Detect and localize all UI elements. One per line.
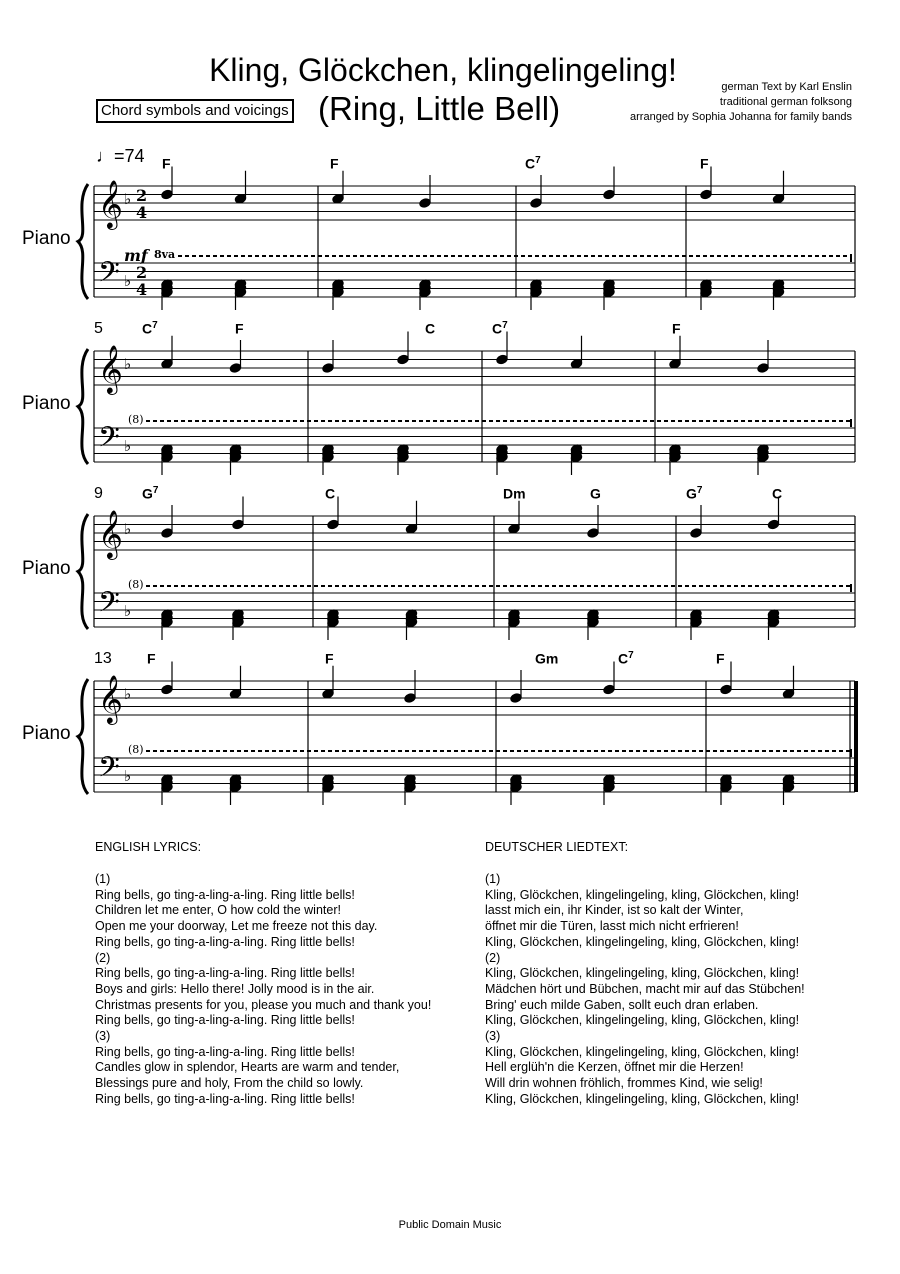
staff-system-drawing: [0, 150, 900, 310]
lyric-line: Ring bells, go ting-a-ling-a-ling. Ring little bells!: [95, 934, 355, 949]
chord-extension: 7: [696, 485, 703, 496]
melody-note: [603, 684, 615, 695]
staff-system: [0, 645, 900, 805]
chord-symbol: [590, 485, 601, 502]
lyric-line: Kling, Glöckchen, klingelingeling, kling, Glöckchen, kling!: [485, 887, 800, 902]
brace: [78, 184, 88, 299]
chord-root: F: [325, 650, 334, 667]
chord-root: F: [672, 320, 681, 337]
chord-root: F: [147, 650, 156, 667]
lyric-line: Kling, Glöckchen, klingelingeling, kling, Glöckchen, kling!: [485, 966, 800, 981]
lyric-line: (3): [485, 1029, 501, 1044]
chord-symbol: [235, 320, 244, 337]
lyric-line: Blessings pure and holy, From the child so lowly.: [95, 1076, 364, 1091]
treble-clef: 𝄞: [98, 674, 123, 723]
lyric-line: Kling, Glöckchen, klingelingeling, kling, Glöckchen, kling!: [485, 934, 800, 949]
treble-clef: 𝄞: [98, 344, 123, 393]
lyric-line: (1): [95, 872, 111, 886]
melody-note: [508, 523, 520, 534]
chord-root: C: [425, 320, 436, 337]
brace: [78, 349, 88, 464]
melody-note: [530, 198, 542, 209]
chord-root: G: [686, 485, 697, 502]
chord-symbol: [142, 485, 158, 502]
chord-root: Gm: [535, 650, 559, 667]
lyric-line: Ring bells, go ting-a-ling-a-ling. Ring little bells!: [95, 887, 355, 902]
instrument-label: Piano: [22, 228, 71, 249]
chord-extension: 7: [152, 485, 159, 496]
chord-root: F: [162, 155, 171, 172]
chord-symbol: [425, 320, 435, 337]
lyric-line: Kling, Glöckchen, klingelingeling, kling, Glöckchen, kling!: [485, 1044, 800, 1059]
tempo-marking: ♩=74: [96, 146, 145, 166]
chord-root: C: [525, 155, 536, 172]
chord-symbol: [147, 650, 156, 667]
staff-system-drawing: [0, 480, 900, 640]
staff-system-drawing: [0, 645, 900, 805]
melody-note: [587, 528, 599, 539]
lyric-line: Ring bells, go ting-a-ling-a-ling. Ring little bells!: [95, 1091, 355, 1106]
ottava-continuation: (8): [128, 743, 144, 756]
ottava-continuation: (8): [128, 578, 144, 591]
melody-note: [234, 193, 246, 204]
lyric-line: Open me your doorway, Let me freeze not this day.: [95, 919, 378, 934]
lyric-line: Candles glow in splendor, Hearts are warm and tender,: [95, 1060, 400, 1075]
chord-root: C: [772, 485, 783, 502]
chord-symbol: [162, 155, 171, 172]
key-signature-flat: ♭: [124, 437, 132, 455]
chord-root: F: [716, 650, 725, 667]
lyric-line: Children let me enter, O how cold the winter!: [95, 903, 341, 918]
ottava-continuation: (8): [128, 413, 144, 426]
key-signature-flat: ♭: [124, 685, 132, 703]
melody-note: [322, 363, 334, 374]
german-lyrics: [485, 872, 805, 1108]
key-signature-flat: ♭: [124, 602, 132, 620]
melody-note: [690, 528, 702, 539]
measure-number: 9: [94, 485, 103, 502]
melody-note: [570, 358, 582, 369]
chord-symbols-box: Chord symbols and voicings: [96, 99, 294, 123]
footer: Public Domain Music: [398, 1219, 502, 1231]
chord-root: C: [325, 485, 336, 502]
melody-note: [161, 189, 173, 200]
lyric-line: Boys and girls: Hello there! Jolly mood is in the air.: [95, 981, 375, 996]
staff-system-drawing: [0, 315, 900, 475]
melody-note: [229, 363, 241, 374]
chord-symbol: [716, 650, 725, 667]
page-subtitle: (Ring, Little Bell): [318, 90, 561, 127]
melody-note: [510, 693, 522, 704]
chord-extension: 7: [152, 320, 158, 331]
credit-origin: traditional german folksong: [719, 96, 852, 108]
page-title: Kling, Glöckchen, klingelingeling!: [209, 52, 677, 88]
lyric-line: Mädchen hört und Bübchen, macht mir auf das Stübchen!: [485, 981, 805, 996]
instrument-label: Piano: [22, 723, 71, 744]
chord-symbol: [672, 320, 681, 337]
melody-note: [603, 189, 615, 200]
melody-note: [419, 198, 431, 209]
key-signature-flat: ♭: [124, 767, 132, 785]
lyric-line: Kling, Glöckchen, klingelingeling, kling, Glöckchen, kling!: [485, 1091, 800, 1106]
chord-symbol: [325, 485, 335, 502]
chord-root: Dm: [503, 485, 526, 502]
staff-system: [0, 150, 900, 310]
melody-note: [782, 688, 794, 699]
melody-note: [397, 354, 409, 365]
melody-note: [161, 684, 173, 695]
chord-root: G: [142, 485, 153, 502]
melody-note: [757, 363, 769, 374]
key-signature-flat: ♭: [124, 272, 132, 290]
melody-note: [772, 193, 784, 204]
lyric-line: öffnet mir die Türen, lasst mich nicht erfrieren!: [485, 919, 739, 934]
instrument-label: Piano: [22, 558, 71, 579]
chord-extension: 7: [628, 650, 634, 661]
chord-symbol: [686, 485, 702, 502]
chord-symbol: [503, 485, 526, 502]
chord-root: C: [492, 320, 503, 337]
melody-note: [327, 519, 339, 530]
treble-clef: 𝄞: [98, 179, 123, 228]
staff-system: [0, 480, 900, 640]
melody-note: [496, 354, 508, 365]
bass-clef: 𝄢: [98, 586, 120, 626]
ottava-marking: 8va: [154, 248, 176, 261]
chord-extension: 7: [502, 320, 508, 331]
brace: [78, 679, 88, 794]
english-lyrics-heading: ENGLISH LYRICS:: [95, 840, 202, 854]
melody-note: [720, 684, 732, 695]
chord-root: F: [700, 155, 709, 172]
lyric-line: Will drin wohnen fröhlich, frommes Kind, wie selig!: [485, 1076, 763, 1091]
chord-root: F: [235, 320, 244, 337]
lyric-line: lasst mich ein, ihr Kinder, ist so kalt der Winter,: [485, 903, 744, 918]
melody-note: [767, 519, 779, 530]
credit-lyricist: german Text by Karl Enslin: [721, 81, 852, 93]
chord-symbol: [492, 320, 508, 337]
bass-clef: 𝄢: [98, 751, 120, 791]
key-signature-flat: ♭: [124, 190, 132, 208]
english-lyrics: [95, 872, 431, 1108]
lyric-line: Christmas presents for you, please you much and thank you!: [95, 997, 432, 1012]
treble-clef: 𝄞: [98, 509, 123, 558]
melody-note: [229, 688, 241, 699]
staff-system: [0, 315, 900, 475]
melody-note: [404, 693, 416, 704]
melody-note: [332, 193, 344, 204]
lyric-line: Bring' euch milde Gaben, sollt euch dran erlaben.: [485, 997, 759, 1012]
key-signature-flat: ♭: [124, 355, 132, 373]
melody-note: [405, 523, 417, 534]
chord-symbol: [330, 155, 339, 172]
chord-extension: 7: [535, 155, 541, 166]
time-signature: 2: [136, 186, 148, 205]
melody-note: [161, 528, 173, 539]
lyric-line: (1): [485, 872, 501, 886]
time-signature: 4: [136, 203, 148, 222]
chord-symbol: [142, 320, 158, 337]
instrument-label: Piano: [22, 393, 71, 414]
key-signature-flat: ♭: [124, 520, 132, 538]
german-lyrics-heading: DEUTSCHER LIEDTEXT:: [485, 840, 629, 854]
chord-symbol: [525, 155, 541, 172]
lyric-line: Ring bells, go ting-a-ling-a-ling. Ring little bells!: [95, 966, 355, 981]
melody-note: [669, 358, 681, 369]
melody-note: [700, 189, 712, 200]
chord-symbol: [325, 650, 334, 667]
time-signature: 4: [136, 280, 148, 299]
measure-number: 13: [94, 650, 112, 667]
credit-arranger: arranged by Sophia Johanna for family bands: [630, 111, 852, 123]
chord-root: C: [618, 650, 629, 667]
lyric-line: Hell erglüh'n die Kerzen, öffnet mir die Herzen!: [485, 1060, 744, 1075]
credits: [630, 80, 852, 125]
lyric-line: Ring bells, go ting-a-ling-a-ling. Ring little bells!: [95, 1044, 355, 1059]
chord-root: C: [142, 320, 153, 337]
melody-note: [161, 358, 173, 369]
lyric-line: (3): [95, 1029, 111, 1044]
melody-note: [322, 688, 334, 699]
lyric-line: Ring bells, go ting-a-ling-a-ling. Ring little bells!: [95, 1013, 355, 1028]
chord-symbol: [772, 485, 782, 502]
lyric-line: Kling, Glöckchen, klingelingeling, kling, Glöckchen, kling!: [485, 1013, 800, 1028]
bass-clef: 𝄢: [98, 256, 120, 296]
lyric-line: (2): [485, 950, 501, 965]
melody-note: [232, 519, 244, 530]
dynamic-marking: mf: [124, 246, 148, 265]
time-signature: 2: [136, 263, 148, 282]
chord-root: F: [330, 155, 339, 172]
chord-symbol: [618, 650, 634, 667]
measure-number: 5: [94, 320, 103, 337]
chord-symbol: [700, 155, 709, 172]
chord-symbol: [535, 650, 558, 667]
bass-clef: 𝄢: [98, 421, 120, 461]
brace: [78, 514, 88, 629]
chord-root: G: [590, 485, 601, 502]
lyric-line: (2): [95, 950, 111, 965]
